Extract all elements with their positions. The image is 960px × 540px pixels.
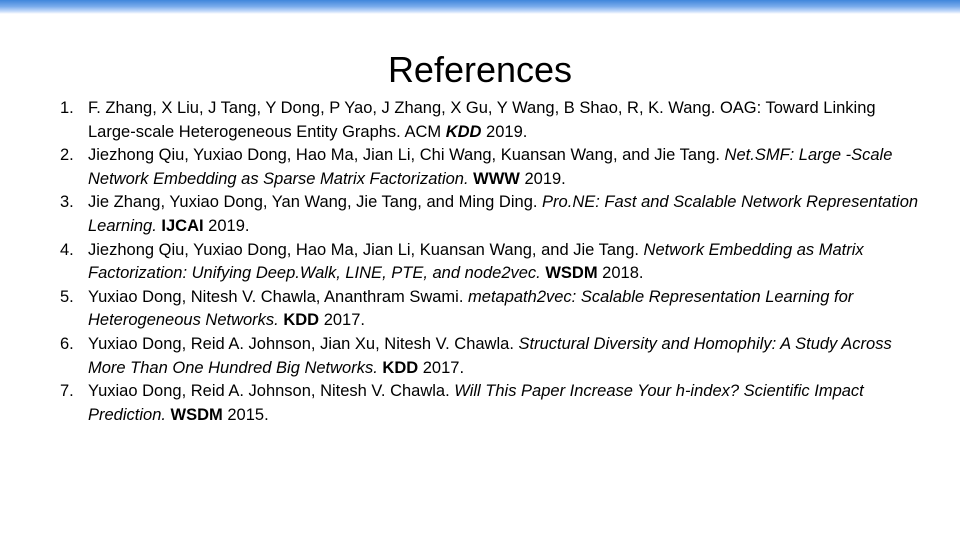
reference-venue: WSDM [540,264,598,283]
reference-title: Pro.NE: Fast and Scalable Network Representation Learning. [88,193,919,235]
reference-year: 2018. [597,264,644,283]
reference-item [60,239,920,286]
reference-list [60,97,920,427]
reference-title: Network Embedding as Matrix Factorization: Unifying Deep.Walk, LINE, PTE, and node2vec. [88,240,864,283]
reference-venue: KDD [377,358,419,377]
reference-item [60,380,920,427]
header-accent-bar [0,0,960,14]
reference-venue-prefix: ACM [400,122,446,141]
reference-number: 5. [60,287,74,306]
reference-venue: IJCAI [156,216,204,235]
reference-number: 6. [60,334,74,353]
reference-year: 2019. [481,122,528,141]
reference-title: Will This Paper Increase Your h-index? Scientific Impact Prediction. [88,382,864,424]
reference-authors: Yuxiao Dong, Reid A. Johnson, Nitesh V. Chawla. [88,382,450,401]
reference-item [60,333,920,380]
reference-authors: F. Zhang, X Liu, J Tang, Y Dong, P Yao, J Zhang, X Gu, Y Wang, B Shao, R, K. Wang. [88,99,716,117]
reference-authors: Jiezhong Qiu, Yuxiao Dong, Hao Ma, Jian Li, Kuansan Wang, and Jie Tang. [88,240,639,259]
reference-authors: Jiezhong Qiu, Yuxiao Dong, Hao Ma, Jian Li, Chi Wang, Kuansan Wang, and Jie Tang. [88,146,720,165]
slide-title: References [387,49,573,91]
reference-venue: KDD [445,122,482,141]
reference-authors: Yuxiao Dong, Reid A. Johnson, Jian Xu, Nitesh V. Chawla. [88,334,514,353]
reference-title: Structural Diversity and Homophily: A Study Across More Than One Hundred Big Networks. [88,334,892,377]
reference-title: Net.SMF: Large -Scale Network Embedding as Sparse Matrix Factorization. [88,146,893,188]
reference-number: 3. [60,193,74,212]
reference-item [60,144,920,191]
reference-authors: Yuxiao Dong, Nitesh V. Chawla, Ananthram Swami. [88,287,464,306]
reference-year: 2019. [519,169,566,188]
reference-venue: WWW [468,169,520,188]
reference-venue: WSDM [165,405,223,424]
reference-year: 2017. [418,358,465,377]
reference-year: 2019. [203,216,250,235]
reference-number: 2. [60,146,74,165]
reference-title: OAG: Toward Linking Large-scale Heterogeneous Entity Graphs. [88,99,876,141]
reference-title: metapath2vec: Scalable Representation Learning for Heterogeneous Networks. [88,287,854,330]
reference-venue: KDD [278,311,320,330]
reference-number: 4. [60,240,74,259]
reference-item [60,286,920,333]
reference-item [60,97,920,144]
reference-year: 2017. [319,311,365,330]
reference-authors: Jie Zhang, Yuxiao Dong, Yan Wang, Jie Tang, and Ming Ding. [88,193,538,212]
reference-number: 7. [60,382,74,401]
reference-number: 1. [60,99,74,117]
reference-year: 2015. [222,405,269,424]
reference-item [60,191,920,238]
